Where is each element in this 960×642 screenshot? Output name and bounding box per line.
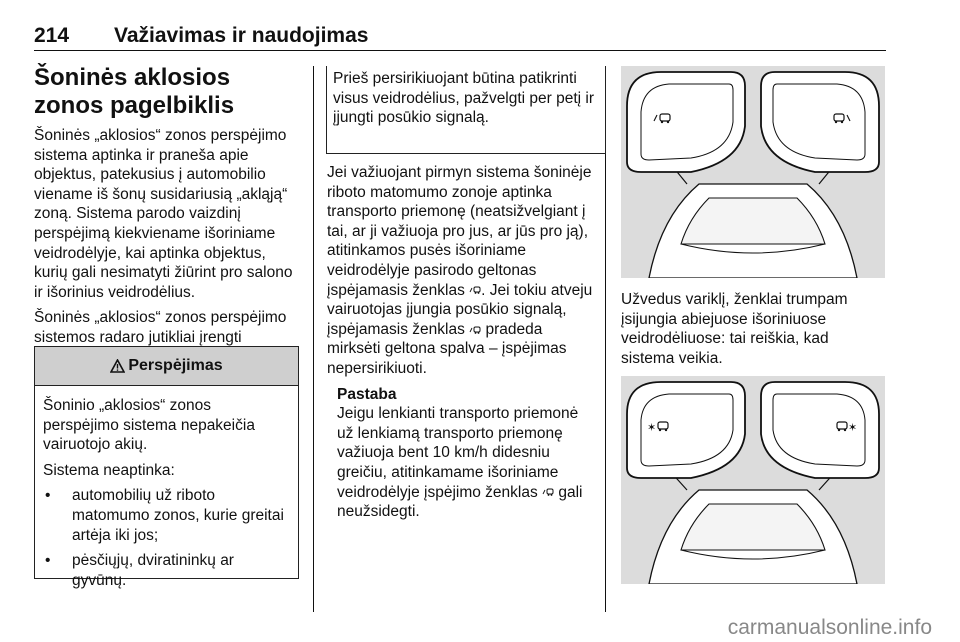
detection-text-3: pradeda mirksėti geltona spalva – įspėjimas nepersirikiuoti. bbox=[327, 320, 567, 377]
detection-paragraph bbox=[327, 163, 595, 379]
mirror-startup-illustration bbox=[621, 376, 885, 584]
warning-box bbox=[34, 346, 299, 589]
sensor-paragraph: Šoninės „aklosios“ zonos perspėjimo sistemos radaro jutikliai įrengti bbox=[34, 309, 287, 346]
list-item: • pėsčiųjų, dviratininkų ar gyvūnų. bbox=[43, 551, 290, 590]
note-text-1: Jeigu lenkianti transporto priemonė už lenkiamą transporto priemonę važiuoja bent 10 km/h didesniu greičiu, atitinkamame išoriniame veidrodėlyje įspėjimo ženklas bbox=[337, 405, 579, 501]
note-text bbox=[337, 404, 595, 522]
warning-triangle-icon bbox=[110, 359, 125, 373]
caution-box bbox=[326, 66, 606, 154]
header-rule bbox=[34, 50, 886, 51]
warning-title: Perspėjimas bbox=[128, 357, 223, 374]
column-3 bbox=[621, 290, 883, 374]
watermark: carmanualsonline.info bbox=[727, 616, 932, 639]
warning-text: Šoninio „aklosios“ zonos perspėjimo sistema nepakeičia vairuotojo akių. bbox=[43, 397, 255, 454]
detection-text-1: Jei važiuojant pirmyn sistema šoninėje riboto matomumo zonoje aptinka transporto priemonę (neatsižvelgiant į tai, ar ji važiuoja pro jus, ar jūs pro ją), atitinkamos pusės išoriniame veidrodėlyje pasirodo geltonas įspėjamasis ženklas bbox=[327, 164, 592, 299]
caution-text: Prieš persirikiuojant būtina patikrinti visus veidrodėlius, pažvelgti per petį ir įjungti posūkio signalą. bbox=[333, 70, 595, 127]
warning-text-2: Sistema neaptinka: bbox=[43, 461, 175, 479]
note-block bbox=[327, 385, 595, 522]
warning-list bbox=[43, 486, 290, 590]
section-heading: Šoninės aklosios zonos pagelbiklis bbox=[34, 64, 235, 119]
warning-body bbox=[35, 386, 298, 590]
svg-text:✶: ✶ bbox=[848, 421, 858, 434]
intro-paragraph: Šoninės „aklosios“ zonos perspėjimo sistema aptinka ir praneša apie objektus, patekusius į automobilio viename iš šonų susidariusią „akląją“ zoną. Sistema parodo vaizdinį perspėjimą kiekviename išoriniame veidrodėlyje, kai aptinka objektus, kurių gali nesimatyti žiūrint pro salono ir išorinius veidrodėlius. bbox=[34, 127, 293, 301]
startup-paragraph: Užvedus variklį, ženklai trumpam įsijungia abiejuose išoriniuose veidrodėliuose: tai reiškia, kad sistema veikia. bbox=[621, 291, 848, 367]
note-title: Pastaba bbox=[337, 385, 397, 403]
blind-spot-warning-icon bbox=[469, 325, 481, 335]
column-1 bbox=[34, 64, 300, 373]
chapter-title: Važiavimas ir naudojimas bbox=[114, 24, 369, 47]
page-number: 214 bbox=[34, 24, 70, 47]
blind-spot-warning-icon bbox=[469, 285, 481, 295]
blind-spot-warning-icon bbox=[542, 487, 554, 497]
warning-header bbox=[35, 346, 298, 386]
column-divider-1 bbox=[313, 66, 314, 612]
mirror-warning-illustration bbox=[621, 66, 885, 278]
svg-text:✶: ✶ bbox=[647, 421, 657, 434]
note-text-2: gali neužsidegti. bbox=[337, 483, 583, 521]
page-header bbox=[34, 22, 886, 52]
list-item: • automobilių už riboto matomumo zonos, kurie greitai artėja iki jos; bbox=[43, 486, 290, 545]
detection-text-2: . Jei tokiu atveju vairuotojas įjungia posūkio signalą, įspėjamasis ženklas bbox=[327, 281, 593, 338]
column-2 bbox=[327, 163, 595, 522]
